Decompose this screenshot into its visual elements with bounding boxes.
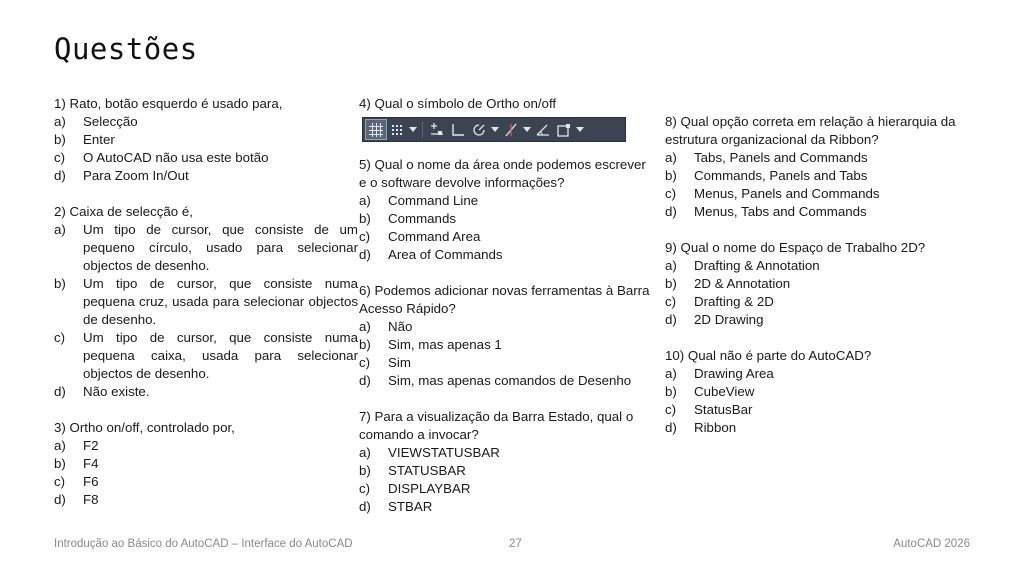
option-text: Selecção xyxy=(83,114,138,129)
option-a xyxy=(359,318,655,336)
question-6 xyxy=(359,282,655,390)
chevron-down-icon xyxy=(575,120,585,139)
chevron-down-icon xyxy=(490,120,500,139)
option-c xyxy=(665,185,965,203)
option-text: Sim, mas apenas 1 xyxy=(388,337,502,352)
option-text: VIEWSTATUSBAR xyxy=(388,445,500,460)
option-text: Para Zoom In/Out xyxy=(83,168,189,183)
option-d xyxy=(54,167,358,185)
option-text: StatusBar xyxy=(694,402,753,417)
option-a xyxy=(665,149,965,167)
infer-glyph xyxy=(429,122,445,138)
status-bar-toolbar-image xyxy=(362,117,626,142)
option-letter: c) xyxy=(359,229,371,244)
option-c xyxy=(359,228,655,246)
option-a xyxy=(359,192,655,210)
question-title: 2) Caixa de selecção é, xyxy=(54,204,193,219)
option-d xyxy=(359,498,655,516)
option-b xyxy=(54,131,358,149)
option-letter: a) xyxy=(54,114,66,129)
grid-icon xyxy=(366,120,386,139)
option-text: Drafting & 2D xyxy=(694,294,774,309)
column-3 xyxy=(665,113,965,455)
question-4 xyxy=(359,95,655,142)
option-b xyxy=(54,275,358,329)
question-8 xyxy=(665,113,965,221)
option-letter: b) xyxy=(359,337,371,352)
chevron-glyph xyxy=(576,127,584,133)
option-c xyxy=(54,473,358,491)
option-text: F2 xyxy=(83,438,99,453)
option-text: CubeView xyxy=(694,384,755,399)
option-text: Sim, mas apenas comandos de Desenho xyxy=(388,373,632,388)
option-b xyxy=(359,462,655,480)
option-letter: d) xyxy=(665,420,677,435)
options-list xyxy=(54,221,358,401)
infer-constraints-icon xyxy=(427,120,447,139)
option-d xyxy=(54,383,358,401)
option-a xyxy=(54,113,358,131)
option-c xyxy=(359,480,655,498)
options-list xyxy=(54,437,358,509)
option-letter: b) xyxy=(665,168,677,183)
osnap-icon xyxy=(501,120,521,139)
option-b xyxy=(54,455,358,473)
option-text: 2D Drawing xyxy=(694,312,764,327)
option-text: Um tipo de cursor, que consiste numa pequena caixa, usada para selecionar objectos de desenho. xyxy=(83,330,358,381)
option-text: Drafting & Annotation xyxy=(694,258,820,273)
question-2 xyxy=(54,203,358,401)
option-letter: d) xyxy=(54,384,66,399)
column-2 xyxy=(359,95,655,534)
chevron-down-icon xyxy=(522,120,532,139)
options-list xyxy=(665,149,965,221)
option-d xyxy=(665,419,965,437)
dynucs-icon xyxy=(533,120,553,139)
question-title: 3) Ortho on/off, controlado por, xyxy=(54,420,235,435)
option-letter: a) xyxy=(359,193,371,208)
question-title: 1) Rato, botão esquerdo é usado para, xyxy=(54,96,283,111)
options-list xyxy=(359,192,655,264)
question-5 xyxy=(359,156,655,264)
options-list xyxy=(359,444,655,516)
chevron-glyph xyxy=(523,127,531,133)
option-b xyxy=(359,336,655,354)
question-title: 10) Qual não é parte do AutoCAD? xyxy=(665,348,872,363)
option-letter: c) xyxy=(359,355,371,370)
option-c xyxy=(359,354,655,372)
option-b xyxy=(665,383,965,401)
question-title: 4) Qual o símbolo de Ortho on/off xyxy=(359,96,557,111)
footer-page-number: 27 xyxy=(509,538,522,550)
option-letter: b) xyxy=(665,384,677,399)
option-letter: a) xyxy=(359,319,371,334)
chevron-down-icon xyxy=(408,120,418,139)
option-text: Um tipo de cursor, que consiste de um pequeno círculo, usado para selecionar objectos de desenho. xyxy=(83,222,358,273)
toolbar-separator xyxy=(422,121,423,138)
option-c xyxy=(54,329,358,383)
option-text: Drawing Area xyxy=(694,366,774,381)
option-a xyxy=(54,221,358,275)
option-letter: c) xyxy=(359,481,371,496)
option-letter: b) xyxy=(665,276,677,291)
option-text: Menus, Panels and Commands xyxy=(694,186,880,201)
option-text: Menus, Tabs and Commands xyxy=(694,204,867,219)
page-title: Questões xyxy=(54,32,198,66)
option-a xyxy=(54,437,358,455)
snap-icon xyxy=(387,120,407,139)
chevron-glyph xyxy=(409,127,417,133)
options-list xyxy=(54,113,358,185)
option-letter: c) xyxy=(54,330,66,345)
option-text: Commands, Panels and Tabs xyxy=(694,168,868,183)
option-letter: d) xyxy=(359,499,371,514)
option-d xyxy=(665,311,965,329)
option-d xyxy=(54,491,358,509)
option-text: F4 xyxy=(83,456,99,471)
ortho-icon xyxy=(448,120,468,139)
question-10 xyxy=(665,347,965,437)
option-letter: b) xyxy=(54,276,66,291)
option-letter: c) xyxy=(54,474,66,489)
question-1 xyxy=(54,95,358,185)
option-text: Enter xyxy=(83,132,115,147)
options-list xyxy=(665,257,965,329)
option-letter: a) xyxy=(54,438,66,453)
option-text: Não xyxy=(388,319,413,334)
option-letter: c) xyxy=(665,186,677,201)
option-text: Ribbon xyxy=(694,420,737,435)
option-a xyxy=(665,365,965,383)
chevron-glyph xyxy=(491,127,499,133)
option-text: Command Line xyxy=(388,193,479,208)
option-letter: d) xyxy=(54,168,66,183)
option-letter: d) xyxy=(665,204,677,219)
option-letter: b) xyxy=(359,211,371,226)
option-letter: a) xyxy=(665,366,677,381)
option-d xyxy=(359,372,655,390)
grid-icon-glyph xyxy=(368,122,384,138)
option-letter: d) xyxy=(54,492,66,507)
option-a xyxy=(359,444,655,462)
footer-course-title: Introdução ao Básico do AutoCAD – Interface do AutoCAD xyxy=(54,538,353,550)
option-text: Não existe. xyxy=(83,384,150,399)
option-text: Um tipo de cursor, que consiste numa pequena cruz, usada para selecionar objectos de desenho. xyxy=(83,276,358,327)
footer-product: AutoCAD 2026 xyxy=(893,538,970,550)
option-c xyxy=(54,149,358,167)
selection-cycling-icon xyxy=(554,120,574,139)
option-text: DISPLAYBAR xyxy=(388,481,471,496)
option-text: F6 xyxy=(83,474,99,489)
option-text: Command Area xyxy=(388,229,481,244)
options-list xyxy=(665,365,965,437)
column-1 xyxy=(54,95,358,527)
osnap-glyph xyxy=(503,122,519,138)
option-text: F8 xyxy=(83,492,99,507)
option-text: STBAR xyxy=(388,499,433,514)
question-title: 9) Qual o nome do Espaço de Trabalho 2D? xyxy=(665,240,926,255)
option-letter: d) xyxy=(359,373,371,388)
option-text: Sim xyxy=(388,355,411,370)
option-text: O AutoCAD não usa este botão xyxy=(83,150,269,165)
ortho-glyph xyxy=(450,122,466,138)
snap-icon-glyph xyxy=(389,122,405,138)
option-letter: a) xyxy=(665,150,677,165)
option-letter: b) xyxy=(54,132,66,147)
option-b xyxy=(665,275,965,293)
option-c xyxy=(665,293,965,311)
option-letter: b) xyxy=(359,463,371,478)
dynucs-glyph xyxy=(535,122,551,138)
option-b xyxy=(359,210,655,228)
selection-cycling-glyph xyxy=(556,122,572,138)
question-3 xyxy=(54,419,358,509)
question-9 xyxy=(665,239,965,329)
option-letter: b) xyxy=(54,456,66,471)
option-letter: c) xyxy=(665,402,677,417)
option-text: 2D & Annotation xyxy=(694,276,791,291)
option-text: Area of Commands xyxy=(388,247,503,262)
option-c xyxy=(665,401,965,419)
option-b xyxy=(665,167,965,185)
option-text: Commands xyxy=(388,211,456,226)
option-letter: a) xyxy=(54,222,66,237)
question-title: 8) Qual opção correta em relação à hierarquia da estrutura organizacional da Ribbon? xyxy=(665,114,956,147)
polar-icon xyxy=(469,120,489,139)
option-text: Tabs, Panels and Commands xyxy=(694,150,868,165)
option-letter: d) xyxy=(359,247,371,262)
options-list xyxy=(359,318,655,390)
option-letter: c) xyxy=(665,294,677,309)
option-a xyxy=(665,257,965,275)
option-letter: a) xyxy=(665,258,677,273)
option-text: STATUSBAR xyxy=(388,463,466,478)
option-letter: a) xyxy=(359,445,371,460)
option-letter: c) xyxy=(54,150,66,165)
question-title: 7) Para a visualização da Barra Estado, qual o comando a invocar? xyxy=(359,409,634,442)
option-d xyxy=(665,203,965,221)
question-7 xyxy=(359,408,655,516)
option-letter: d) xyxy=(665,312,677,327)
question-title: 5) Qual o nome da área onde podemos escrever e o software devolve informações? xyxy=(359,157,646,190)
polar-glyph xyxy=(471,122,487,138)
question-title: 6) Podemos adicionar novas ferramentas à Barra Acesso Rápido? xyxy=(359,283,650,316)
option-d xyxy=(359,246,655,264)
